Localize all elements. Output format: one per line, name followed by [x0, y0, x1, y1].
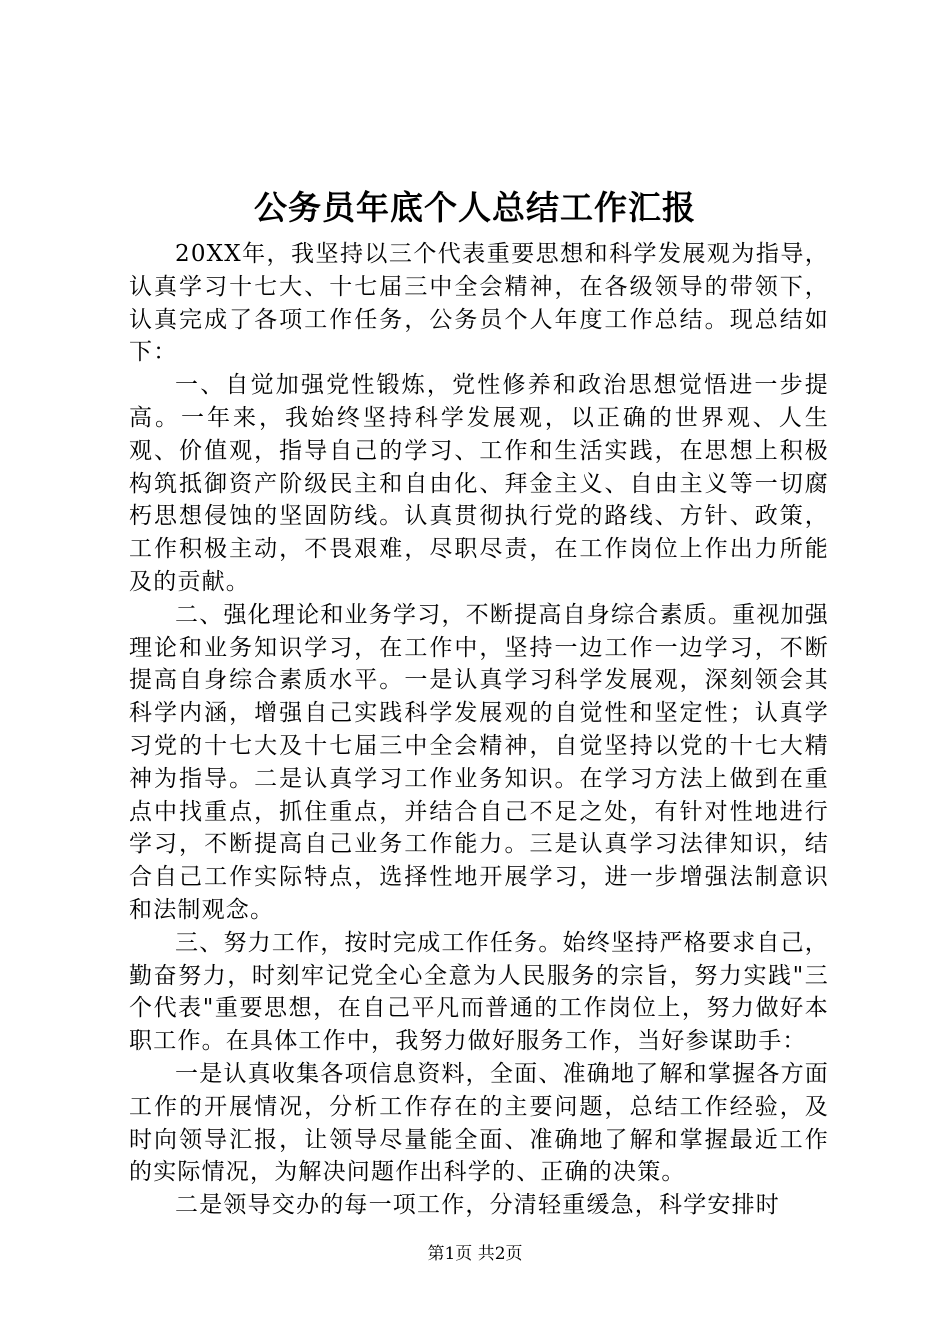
document-body: [129, 238, 829, 1222]
paragraph-section-2: 二、强化理论和业务学习，不断提高自身综合素质。重视加强理论和业务知识学习，在工作中，坚持一边工作一边学习，不断提高自身综合素质水平。一是认真学习科学发展观，深刻领会其科学内涵，增强自己实践科学发展观的自觉性和坚定性；认真学习党的十七大及十七届三中全会精神，自觉坚持以党的十七大精神为指导。二是认真学习工作业务知识。在学习方法上做到在重点中找重点，抓住重点，并结合自己不足之处，有针对性地进行学习，不断提高自己业务工作能力。三是认真学习法律知识，结合自己工作实际特点，选择性地开展学习，进一步增强法制意识和法制观念。: [129, 601, 829, 923]
paragraph-item-1: 一是认真收集各项信息资料，全面、准确地了解和掌握各方面工作的开展情况，分析工作存在的主要问题，总结工作经验，及时向领导汇报，让领导尽量能全面、准确地了解和掌握最近工作的实际情况，为解决问题作出科学的、正确的决策。: [129, 1060, 829, 1186]
paragraph-intro: 20XX年，我坚持以三个代表重要思想和科学发展观为指导，认真学习十七大、十七届三中全会精神，在各级领导的带领下，认真完成了各项工作任务，公务员个人年度工作总结。现总结如下：: [129, 241, 829, 366]
document-title: 公务员年底个人总结工作汇报: [254, 188, 696, 227]
paragraph-section-1: 一、自觉加强党性锻炼，党性修养和政治思想觉悟进一步提高。一年来，我始终坚持科学发展观，以正确的世界观、人生观、价值观，指导自己的学习、工作和生活实践，在思想上积极构筑抵御资产阶级民主和自由化、拜金主义、自由主义等一切腐朽思想侵蚀的坚固防线。认真贯彻执行党的路线、方针、政策，工作积极主动，不畏艰难，尽职尽责，在工作岗位上作出力所能及的贡献。: [129, 372, 829, 595]
page-number: 第1页 共2页: [427, 1244, 523, 1264]
paragraph-item-2: 二是领导交办的每一项工作，分清轻重缓急，科学安排时: [175, 1192, 780, 1219]
paragraph-section-3: 三、努力工作，按时完成工作任务。始终坚持严格要求自己，勤奋努力，时刻牢记党全心全意为人民服务的宗旨，努力实践"三个代表"重要思想，在自己平凡而普通的工作岗位上，努力做好本职工作。在具体工作中，我努力做好服务工作，当好参谋助手：: [129, 929, 829, 1055]
